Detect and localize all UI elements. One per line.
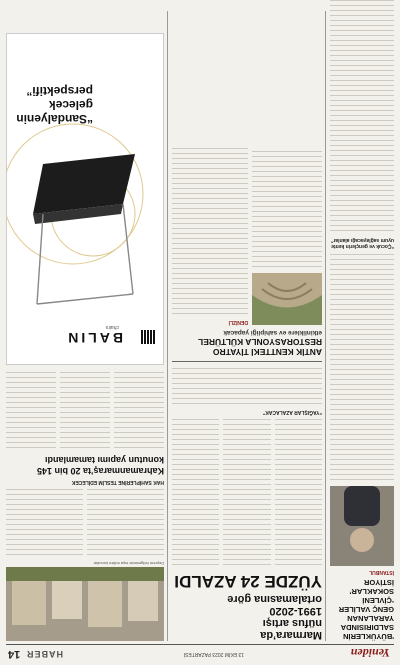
- left-story-body: [330, 253, 394, 483]
- column-rule: [167, 11, 168, 641]
- right-column: [6, 11, 164, 641]
- headline-line: konutun yapımı tamamlandı: [44, 455, 164, 465]
- restoration-body: [172, 147, 248, 317]
- housing-subhead: HAK SAHİPLERİNE TESLİM EDİLECEK: [71, 479, 164, 485]
- portrait-photo-graphic: [330, 486, 394, 566]
- portrait-photo: [330, 486, 394, 566]
- housing-body-columns: [6, 488, 164, 558]
- theatre-photo: [252, 273, 322, 325]
- housing-photo-caption: Deprem bölgesinde inşa edilen konutlar: [93, 561, 164, 566]
- housing-body: [87, 488, 164, 558]
- headline-line: ‘ÇİVLENİ SOKAKLAR’ İSTİYOR: [349, 578, 394, 605]
- column-rule: [325, 11, 326, 641]
- ad-quote-line: “Sandalyenin: [16, 112, 93, 126]
- headline-line: Kahramanmaraş’ta 20 bin 145: [36, 466, 164, 476]
- restoration-kicker: DENİZLİ: [228, 319, 248, 325]
- ad-quote-line: perspektifi”: [26, 84, 93, 98]
- headline-line: ortalamasına göre: [227, 593, 322, 605]
- ad-brand-subtitle: chairs: [105, 324, 119, 330]
- survey-body: [172, 418, 219, 568]
- restoration-headline: [172, 337, 322, 357]
- headline-line: RESTORASYONLA KÜLTÜREL: [197, 337, 322, 347]
- left-story-kicker: İSTANBUL: [369, 569, 394, 575]
- housing-body: [60, 371, 110, 451]
- survey-body: [275, 418, 322, 568]
- housing-photo: [6, 567, 164, 641]
- story-divider: [172, 361, 322, 362]
- left-story-subhead: “Çocuk ve gençlerin kente uyum sağlayacağı alanlar”: [330, 237, 394, 249]
- housing-headline: [6, 454, 164, 476]
- headline-line: YARALANAN GENÇ VALİLER: [338, 605, 394, 623]
- page-number: 14: [8, 648, 21, 660]
- left-story-body-2: [330, 0, 394, 234]
- survey-body: [223, 418, 270, 568]
- survey-body-end: [172, 367, 322, 407]
- ad-quote: [16, 84, 93, 126]
- chair-advertisement: [6, 33, 164, 365]
- housing-body: [6, 371, 56, 451]
- section-name: HABER: [26, 649, 64, 659]
- housing-body-columns-2: [6, 371, 164, 451]
- qr-code-icon: [141, 330, 155, 344]
- middle-column: [172, 11, 322, 641]
- ad-quote-line: gelecek: [48, 98, 93, 112]
- headline-line: ANTİK KENTTEKİ TİYATRO: [212, 347, 322, 357]
- newspaper-logo: Yeniden: [350, 646, 390, 660]
- housing-photo-graphic: [6, 567, 164, 641]
- left-story-headline: [330, 578, 394, 641]
- survey-big-headline: YÜZDE 24 AZALDI: [174, 572, 322, 591]
- survey-subhead: “YAĞIŞLAR AZALACAK”: [262, 409, 322, 415]
- restoration-right: [172, 147, 248, 325]
- restoration-left: [252, 147, 322, 325]
- housing-body: [114, 371, 164, 451]
- headline-line: 1991-2020: [269, 605, 322, 617]
- ad-brand-name: BALIN: [65, 330, 123, 346]
- restoration-body-row: [172, 147, 322, 325]
- masthead: [6, 644, 394, 661]
- headline-line: 'BÜYÜKLERİN SALDIRISINDA: [340, 623, 394, 641]
- issue-date: 13 EKİM 2023 PAZARTESİ: [183, 651, 244, 657]
- theatre-photo-graphic: [252, 273, 322, 325]
- restoration-subheadline: etkinliklere ev sahipliği yapacak: [223, 329, 322, 336]
- housing-body: [6, 488, 83, 558]
- left-story: [330, 11, 394, 641]
- headline-line: Marmara’da: [260, 629, 322, 641]
- restoration-body: [252, 150, 322, 270]
- headline-line: nüfus artışı: [262, 617, 322, 629]
- survey-headline: [172, 593, 322, 641]
- survey-body-columns: [172, 418, 322, 568]
